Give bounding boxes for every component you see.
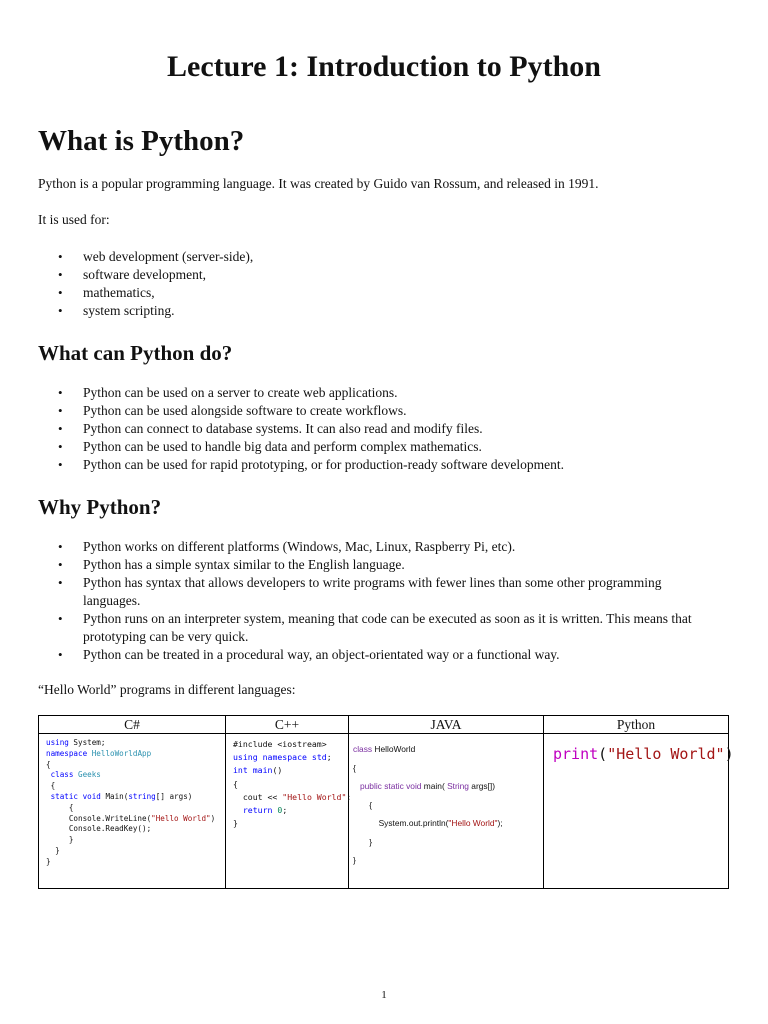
python-code-snippet [544,734,734,764]
list-item: • Python works on different platforms (Windows, Mac, Linux, Raspberry Pi, etc). [58,539,516,554]
bullet-icon: • [58,539,63,554]
code-token: [] args) [155,791,193,801]
list-item: • Python has syntax that allows developers to write programs with fewer lines than some other programming languages. [58,575,662,608]
code-token: ) [724,745,734,763]
intro-paragraph: Python is a popular programming language. It was created by Guido van Rossum, and released in 1991. [38,176,599,191]
used-for-list [38,248,718,320]
code-token: int [233,765,248,776]
csharp-code-snippet [39,734,225,868]
bullet-icon: • [58,249,63,264]
bullet-icon: • [58,267,63,282]
code-token: { [353,762,356,773]
code-token: System.out.println( [353,818,449,828]
code-token: () [272,765,283,776]
code-token: 0 [277,805,283,816]
code-token: void [406,781,422,791]
code-token: string [128,791,156,801]
code-token: { [353,799,373,810]
list-item: • Python has a simple syntax similar to the English language. [58,557,405,572]
code-token: { [46,781,56,791]
code-token: print [553,745,599,763]
bullet-icon: • [58,403,63,418]
code-token: args[]) [468,781,496,791]
list-item: • web development (server-side), [58,249,254,264]
code-token: class [50,770,74,780]
column-header-csharp: C# [39,716,226,734]
java-code-snippet [349,734,543,870]
used-for-label: It is used for: [38,212,110,227]
code-token: } [46,856,51,866]
code-token [353,781,360,791]
bullet-icon: • [58,457,63,472]
bullet-icon: • [58,421,63,436]
document-title: Lecture 1: Introduction to Python [167,50,601,83]
python-code-cell [544,734,734,889]
code-token: std [311,752,327,763]
code-token: static [384,781,404,791]
code-token: HelloWorld [372,744,416,754]
why-python-list [38,538,710,664]
code-token: #include <iostream> [233,739,327,749]
code-token: using [233,752,258,763]
code-token: static [50,791,79,801]
bullet-icon: • [58,303,63,318]
code-token: ; [282,805,288,816]
heading-what-is-python: What is Python? [38,125,245,157]
code-token: main( [421,781,448,791]
list-item: • mathematics, [58,285,155,300]
list-item: • system scripting. [58,303,175,318]
list-item: • Python can be used on a server to create web applications. [58,385,398,400]
bullet-icon: • [58,557,63,572]
cpp-code-cell [226,734,352,889]
code-token: { [46,759,51,769]
code-token: Console.WriteLine( [46,813,152,823]
code-token: main [252,765,273,776]
csharp-code-cell [39,734,226,889]
code-token: ( [598,745,608,763]
cpp-code-snippet [226,734,352,830]
code-token: namespace [46,748,88,758]
code-token [233,805,243,815]
code-token: Geeks [78,770,101,780]
what-can-list [38,384,718,474]
column-header-java: JAVA [349,716,544,734]
code-token: ; [346,791,352,802]
bullet-icon: • [58,385,63,400]
code-token: class [353,744,373,754]
list-item: • Python can connect to database systems. It can also read and modify files. [58,421,483,436]
code-token: Main( [100,791,129,801]
bullet-icon: • [58,439,63,454]
code-token: public [359,781,382,791]
code-token: ) [210,813,216,823]
code-token: "Hello World" [282,791,347,802]
bullet-icon: • [58,647,63,662]
page-number: 1 [381,989,387,1001]
list-item: • Python can be used to handle big data and perform complex mathematics. [58,439,482,454]
code-token: } [233,818,238,829]
code-token: } [353,855,356,865]
list-item: • Python runs on an interpreter system, meaning that code can be executed as soon as it is written. This means that prototyping can be very quick. [58,611,692,644]
heading-what-can-python-do: What can Python do? [38,341,233,365]
hello-world-caption: “Hello World” programs in different languages: [38,682,296,697]
code-token: } [353,836,373,847]
bullet-icon: • [58,575,63,590]
code-token: { [233,778,238,789]
list-item: • Python can be used alongside software to create workflows. [58,403,407,418]
code-token: Console.ReadKey(); [46,824,152,834]
bullet-icon: • [58,285,63,300]
code-token: ; [326,752,332,763]
code-token: "Hello World" [448,818,498,828]
code-token: HelloWorldApp [87,748,152,758]
code-token: cout << [233,791,283,802]
code-token: String [447,781,469,791]
code-token: "Hello World" [607,745,725,763]
code-token: { [46,802,74,812]
column-header-cpp: C++ [226,716,349,734]
heading-why-python: Why Python? [38,495,162,519]
list-item: • Python can be treated in a procedural way, an object-orientated way or a functional way. [58,647,560,662]
code-token: namespace [262,752,307,763]
list-item: • Python can be used for rapid prototyping, or for production-ready software development. [58,457,564,472]
code-token: using [46,738,69,747]
code-token: "Hello World" [151,813,211,823]
java-code-cell [349,734,544,889]
hello-world-table [38,715,734,889]
code-token: } [46,845,60,855]
column-header-python: Python [544,716,729,734]
code-token: return [242,805,273,816]
code-token: void [82,791,101,801]
code-token: System; [68,738,106,747]
list-item: • software development, [58,267,206,282]
code-token: ); [497,818,503,828]
code-token: } [46,835,74,845]
bullet-icon: • [58,611,63,626]
